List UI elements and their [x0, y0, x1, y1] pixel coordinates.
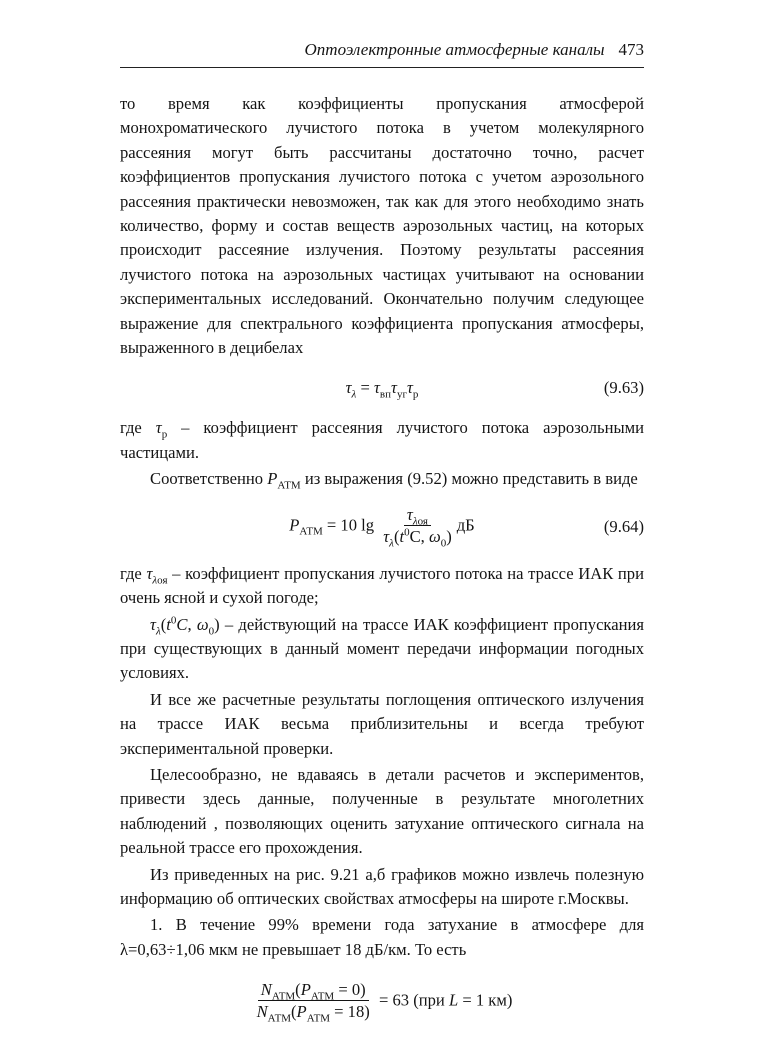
paragraph-1: то время как коэффициенты пропускания атмосферой монохроматического лучистого потока в учетом молекулярного рассеяния могут быть рассчитаны достаточно точно, расчет коэффициентов пропускания лучистого потока с учетом аэрозольного рассеяния практически невозможен, так как для этого необходимо знать количество, форму и состав веществ аэрозольных частиц, на которых происходит рассеяние излучения. Поэтому результаты рассеяния лучистого потока на аэрозольных частицах учитывают на основании экспериментальных исследований. Окончательно получим следующее выражение для спектрального коэффициента пропускания атмосферы, выраженного в децибелах: [120, 94, 644, 358]
equation-9-64: [120, 492, 644, 562]
equation-9-64-formula: $P_{АТМ} = 10$ lg $\frac{\tau_{\lambda оя}}{\tau_\lambda(t^0C, \omega_0)}$ дБ: [289, 505, 475, 550]
equation-ratio-formula: $\frac{N_{АТМ}(P_{АТМ} = 0)}{N_{АТМ}(P_{АТМ} = 18)}$ = 63 (при L = 1 км): [252, 980, 513, 1023]
page-body: [120, 92, 644, 1040]
ratio-fraction: $\frac{N_{АТМ}(P_{АТМ} = 0)}{N_{АТМ}(P_{АТМ} = 18)}$: [256, 979, 370, 1024]
paragraph-6: И все же расчетные результаты поглощения оптического излучения на трассе ИАК весьма приблизительны и всегда требуют экспериментальной проверки.: [120, 689, 644, 758]
equation-number: (9.64): [603, 516, 644, 536]
running-header: [120, 40, 644, 68]
paragraph-5: $\tau_\lambda(t^0C$, $\omega_0$) – действующий на трассе ИАК коэффициент пропускания при существующих в данный момент передачи информации погодных условиях.: [120, 613, 644, 683]
paragraph-9: 1. В течение 99% времени года затухание в атмосфере для λ=0,63÷1,06 мкм не превышает 18 дБ/км. То есть: [120, 915, 644, 959]
paragraph-4: где $\tau_{\lambda оя}$ – коэффициент пропускания лучистого потока на трассе ИАК при очень ясной и сухой погоде;: [120, 563, 644, 608]
page-number: 473: [618, 40, 644, 59]
page: [120, 40, 644, 1040]
equation-fraction: $\frac{\tau_{\lambda оя}}{\tau_\lambda(t^0C, \omega_0)}$: [383, 505, 452, 550]
equation-9-63-formula: $\tau_\lambda = \tau_{вп}\tau_{уг}\tau_р$: [345, 378, 419, 401]
equation-9-63: [120, 360, 644, 416]
paragraph-8: Из приведенных на рис. 9.21 а,б графиков можно извлечь полезную информацию об оптических свойствах атмосферы на широте г.Москвы.: [120, 864, 644, 908]
paragraph-2: где $\tau_р$ – коэффициент рассеяния лучистого потока аэрозольными частицами.: [120, 418, 644, 462]
equation-ratio: [120, 962, 644, 1040]
running-title: Оптоэлектронные атмосферные каналы: [304, 40, 605, 59]
paragraph-3: Соответственно $P_{АТМ}$ из выражения (9.52) можно представить в виде: [150, 469, 638, 492]
equation-number: (9.63): [603, 378, 644, 398]
paragraph-7: Целесообразно, не вдаваясь в детали расчетов и экспериментов, привести здесь данные, полученные в результате многолетних наблюдений , позволяющих оценить затухание оптического сигнала на реальной трассе его прохождения.: [120, 764, 644, 858]
